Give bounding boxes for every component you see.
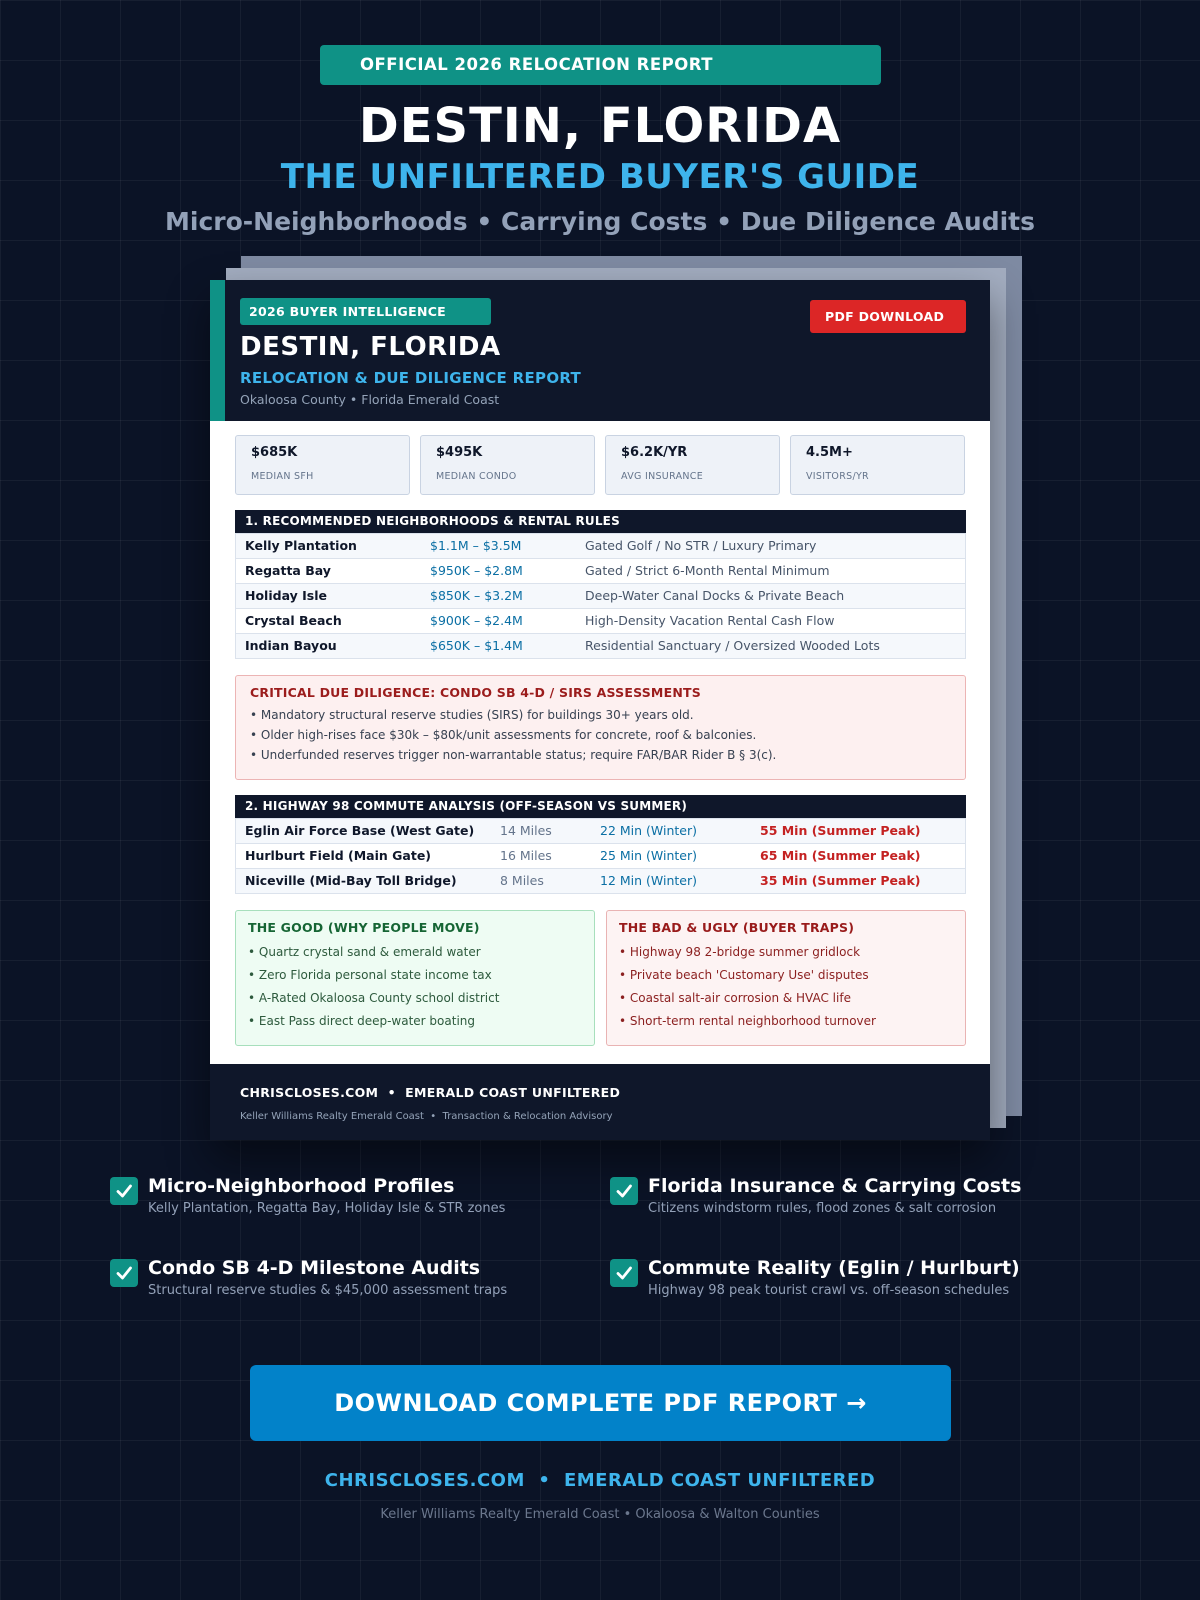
neighborhood-price: $950K – $2.8M (430, 563, 523, 578)
feature-subtitle: Citizens windstorm rules, flood zones & salt corrosion (648, 1201, 997, 1216)
commute-winter-time: 25 Min (Winter) (600, 848, 697, 863)
report-header (210, 280, 990, 421)
neighborhood-name: Kelly Plantation (245, 538, 357, 553)
neighborhood-notes: Gated / Strict 6-Month Rental Minimum (585, 563, 830, 578)
report-intel-badge: 2026 BUYER INTELLIGENCE (240, 298, 491, 325)
check-icon (610, 1177, 638, 1205)
commute-peak-time: 65 Min (Summer Peak) (760, 848, 921, 863)
feature-title: Florida Insurance & Carrying Costs (648, 1175, 1022, 1197)
report-badge: OFFICIAL 2026 RELOCATION REPORT (320, 45, 881, 85)
table-row (236, 583, 965, 608)
feature-subtitle: Structural reserve studies & $45,000 assessment traps (148, 1283, 508, 1298)
commute-miles: 16 Miles (500, 848, 552, 863)
stat-card-visitors (790, 435, 965, 495)
neighborhood-price: $650K – $1.4M (430, 638, 523, 653)
neighborhood-price: $850K – $3.2M (430, 588, 523, 603)
commute-table (235, 818, 966, 894)
stat-value: $495K (436, 445, 483, 460)
check-icon (110, 1177, 138, 1205)
stat-card-median-condo (420, 435, 595, 495)
neighborhood-notes: Gated Golf / No STR / Luxury Primary (585, 538, 817, 553)
cons-item: • Short-term rental neighborhood turnover (619, 1014, 876, 1028)
commute-peak-time: 35 Min (Summer Peak) (760, 873, 921, 888)
neighborhoods-heading: 1. RECOMMENDED NEIGHBORHOODS & RENTAL RULES (235, 510, 966, 533)
page-tagline: Micro-Neighborhoods • Carrying Costs • Due Diligence Audits (165, 207, 1035, 236)
neighborhoods-table (235, 533, 966, 659)
table-row (236, 868, 965, 893)
report-accent-stripe (210, 280, 225, 421)
stat-label: MEDIAN CONDO (436, 471, 517, 482)
table-row (236, 818, 965, 843)
table-row (236, 608, 965, 633)
neighborhood-notes: Deep-Water Canal Docks & Private Beach (585, 588, 845, 603)
due-diligence-item: • Older high-rises face $30k – $80k/unit assessments for concrete, roof & balconies. (250, 728, 757, 742)
commute-destination: Niceville (Mid-Bay Toll Bridge) (245, 873, 457, 888)
report-footer-agency: Keller Williams Realty Emerald Coast • Transaction & Relocation Advisory (240, 1111, 613, 1122)
neighborhood-price: $900K – $2.4M (430, 613, 523, 628)
commute-miles: 14 Miles (500, 823, 552, 838)
neighborhood-notes: High-Density Vacation Rental Cash Flow (585, 613, 835, 628)
neighborhood-name: Holiday Isle (245, 588, 327, 603)
report-subtitle: RELOCATION & DUE DILIGENCE REPORT (240, 369, 582, 387)
stat-value: 4.5M+ (806, 445, 853, 460)
table-row (236, 843, 965, 868)
feature-title: Commute Reality (Eglin / Hurlburt) (648, 1257, 1020, 1279)
report-preview (210, 280, 990, 1140)
neighborhood-name: Indian Bayou (245, 638, 337, 653)
commute-destination: Hurlburt Field (Main Gate) (245, 848, 432, 863)
check-icon (110, 1259, 138, 1287)
pros-box (235, 910, 595, 1046)
pros-item: • A-Rated Okaloosa County school district (248, 991, 500, 1005)
report-location: Okaloosa County • Florida Emerald Coast (240, 392, 500, 407)
pros-title: THE GOOD (WHY PEOPLE MOVE) (248, 920, 480, 935)
stat-card-avg-insurance (605, 435, 780, 495)
footer-agency: Keller Williams Realty Emerald Coast • Okaloosa & Walton Counties (380, 1507, 820, 1522)
pros-item: • Quartz crystal sand & emerald water (248, 945, 481, 959)
table-row (236, 533, 965, 558)
due-diligence-item: • Mandatory structural reserve studies (SIRS) for buildings 30+ years old. (250, 708, 694, 722)
pdf-download-button[interactable]: PDF DOWNLOAD (810, 300, 966, 333)
stat-label: MEDIAN SFH (251, 471, 314, 482)
feature-subtitle: Kelly Plantation, Regatta Bay, Holiday Isle & STR zones (148, 1201, 506, 1216)
cons-item: • Private beach 'Customary Use' disputes (619, 968, 869, 982)
footer-brand: CHRISCLOSES.COM • EMERALD COAST UNFILTERED (324, 1470, 876, 1491)
page-title: DESTIN, FLORIDA (358, 98, 842, 154)
commute-miles: 8 Miles (500, 873, 544, 888)
neighborhood-price: $1.1M – $3.5M (430, 538, 522, 553)
check-icon (610, 1259, 638, 1287)
commute-winter-time: 12 Min (Winter) (600, 873, 697, 888)
stat-value: $685K (251, 445, 298, 460)
commute-peak-time: 55 Min (Summer Peak) (760, 823, 921, 838)
cons-item: • Coastal salt-air corrosion & HVAC life (619, 991, 851, 1005)
table-row (236, 558, 965, 583)
due-diligence-item: • Underfunded reserves trigger non-warrantable status; require FAR/BAR Rider B § 3(c). (250, 748, 777, 762)
feature-subtitle: Highway 98 peak tourist crawl vs. off-season schedules (648, 1283, 1010, 1298)
download-report-button[interactable]: DOWNLOAD COMPLETE PDF REPORT → (250, 1365, 951, 1441)
pros-item: • East Pass direct deep-water boating (248, 1014, 475, 1028)
pros-item: • Zero Florida personal state income tax (248, 968, 492, 982)
feature-title: Condo SB 4-D Milestone Audits (148, 1257, 481, 1279)
cons-item: • Highway 98 2-bridge summer gridlock (619, 945, 861, 959)
stat-label: AVG INSURANCE (621, 471, 704, 482)
cons-box (606, 910, 966, 1046)
commute-winter-time: 22 Min (Winter) (600, 823, 697, 838)
page-subtitle: THE UNFILTERED BUYER'S GUIDE (280, 157, 920, 197)
table-row (236, 633, 965, 658)
neighborhood-notes: Residential Sanctuary / Oversized Wooded Lots (585, 638, 880, 653)
stat-label: VISITORS/YR (806, 471, 869, 482)
commute-heading: 2. HIGHWAY 98 COMMUTE ANALYSIS (OFF-SEASON VS SUMMER) (235, 795, 966, 818)
report-title: DESTIN, FLORIDA (240, 332, 501, 362)
due-diligence-title: CRITICAL DUE DILIGENCE: CONDO SB 4-D / SIRS ASSESSMENTS (250, 685, 701, 700)
report-footer (210, 1064, 990, 1140)
feature-title: Micro-Neighborhood Profiles (148, 1175, 455, 1197)
cons-title: THE BAD & UGLY (BUYER TRAPS) (619, 920, 855, 935)
stat-value: $6.2K/YR (621, 445, 688, 460)
stat-card-median-sfh (235, 435, 410, 495)
neighborhood-name: Regatta Bay (245, 563, 331, 578)
commute-destination: Eglin Air Force Base (West Gate) (245, 823, 475, 838)
due-diligence-alert (235, 675, 966, 780)
report-footer-brand: CHRISCLOSES.COM • EMERALD COAST UNFILTERED (240, 1085, 621, 1100)
neighborhood-name: Crystal Beach (245, 613, 342, 628)
